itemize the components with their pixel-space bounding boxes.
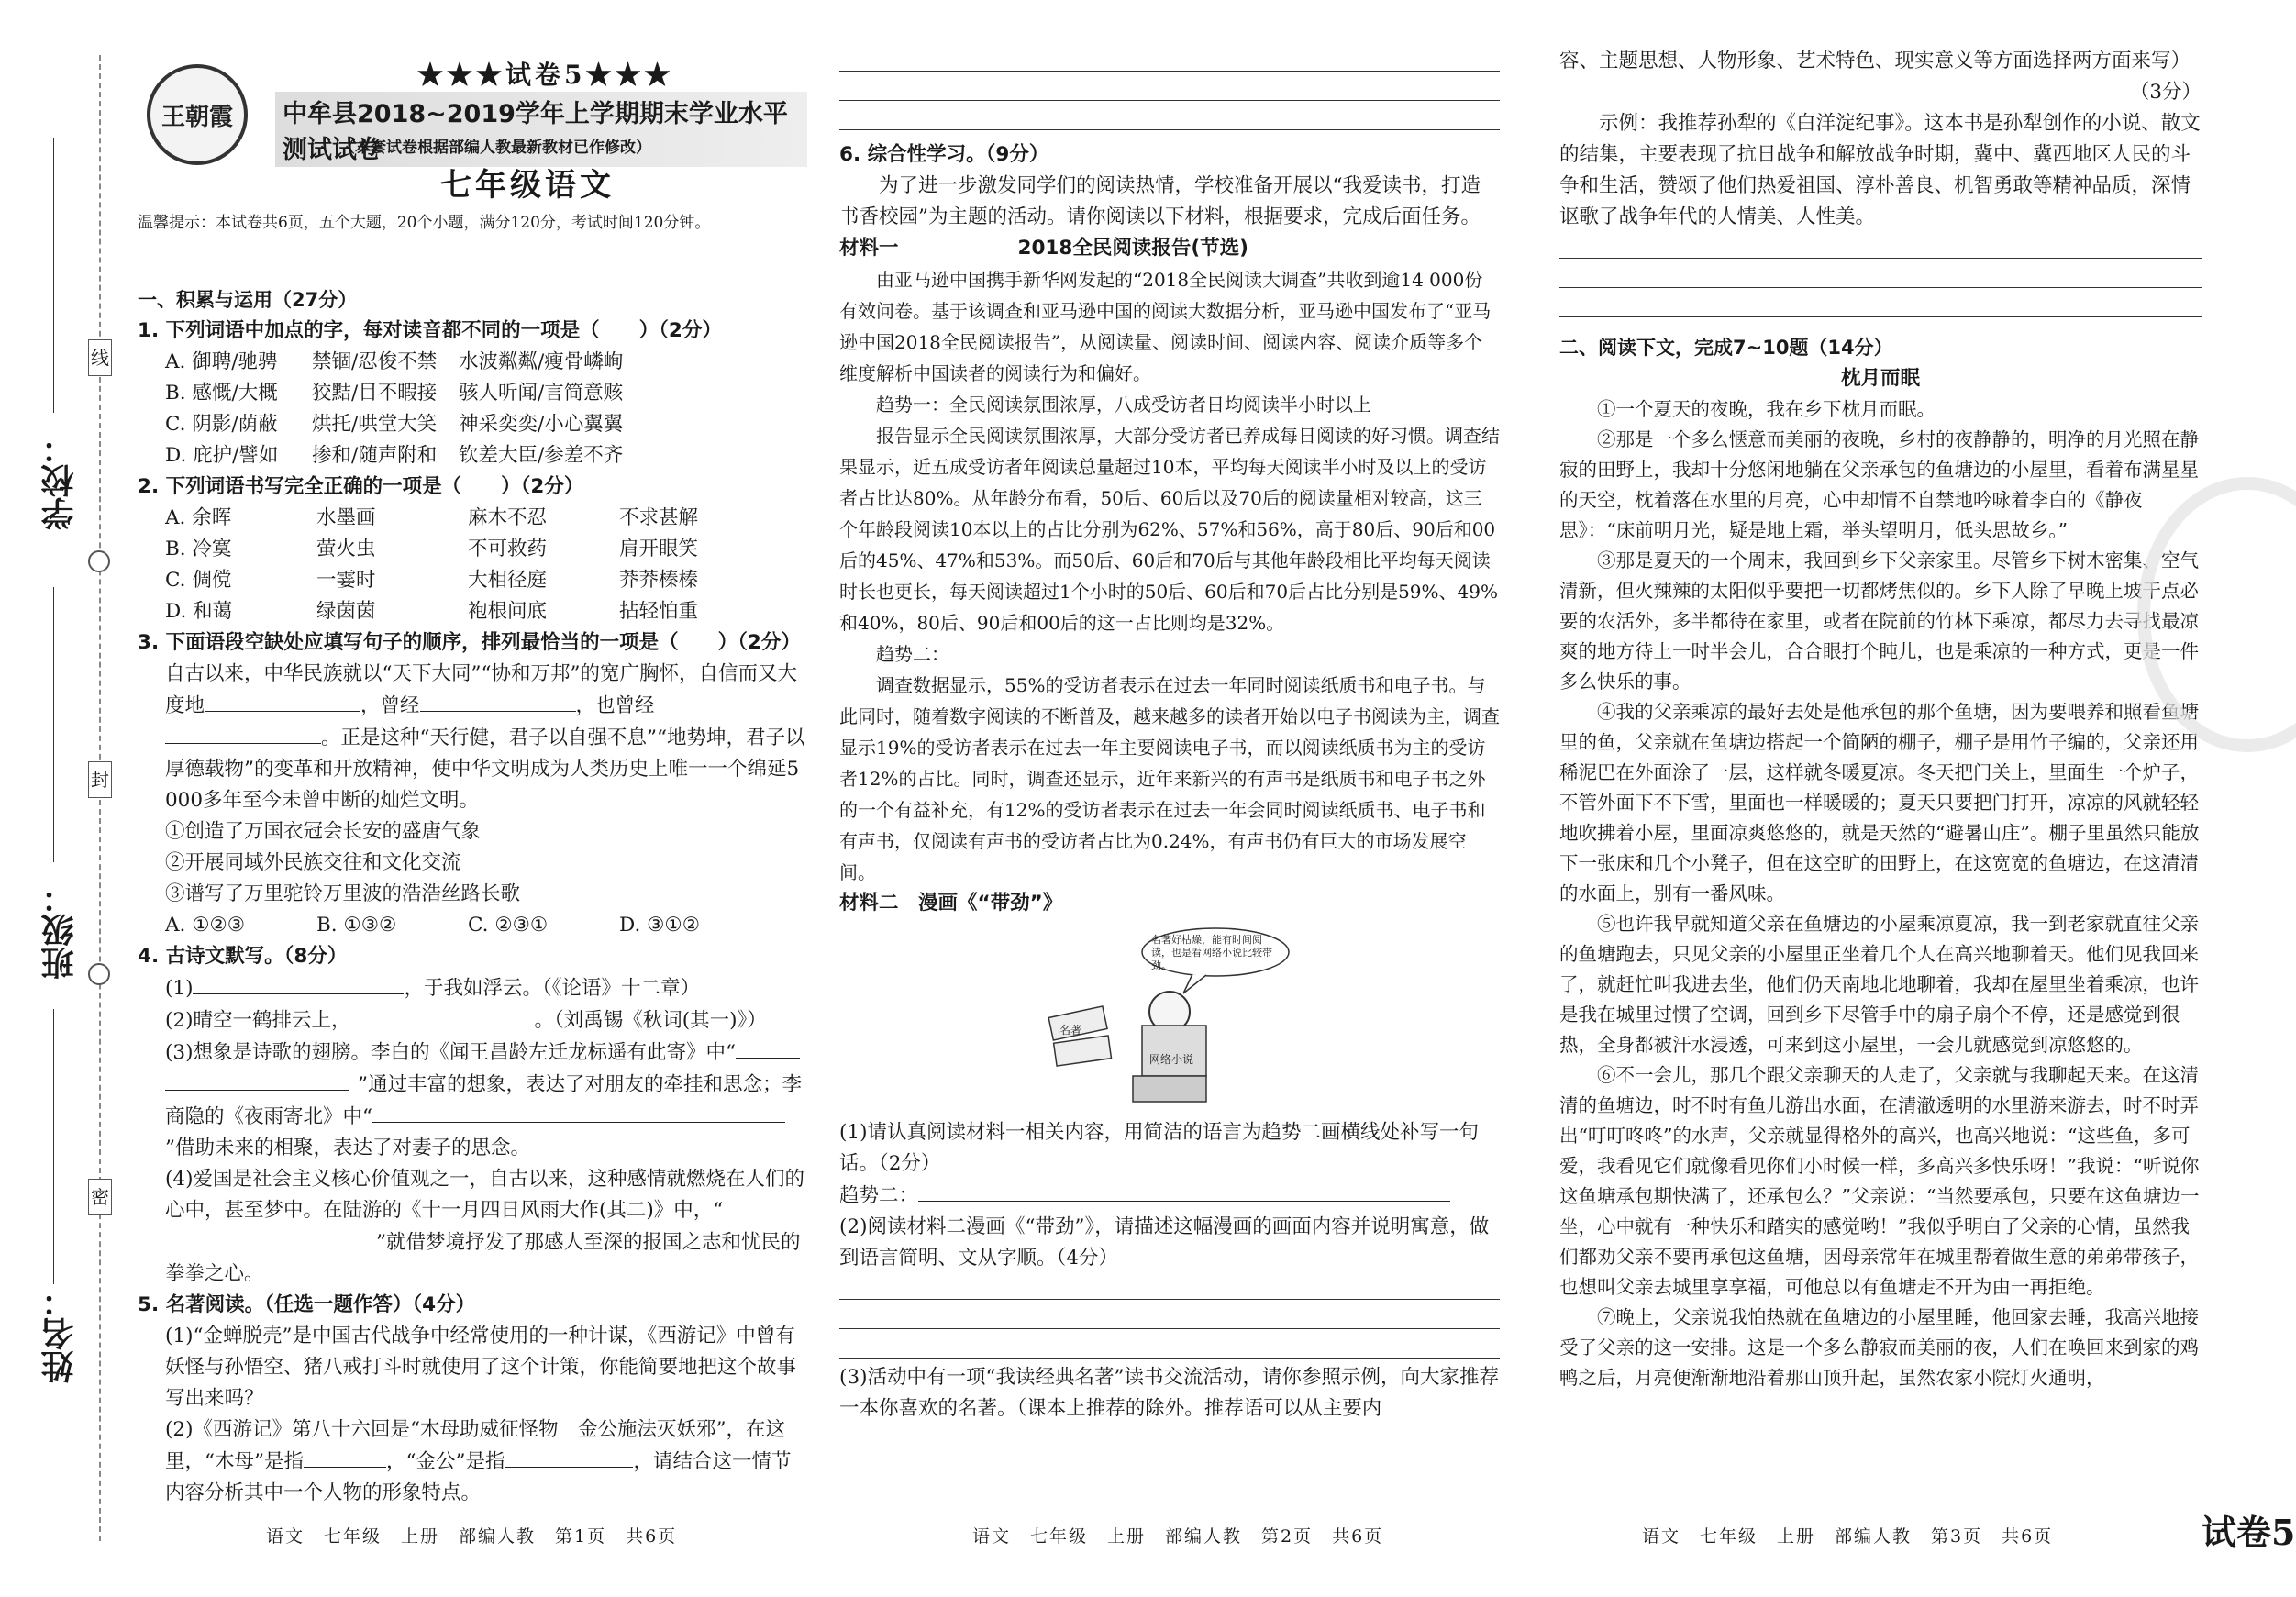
q3-passage-text: ，曾经 [360, 694, 420, 717]
q3-option-a[interactable]: A. ①②③ [165, 914, 246, 937]
page-2-footer: 语文 七年级 上册 部编人教 第2页 共6页 [972, 1526, 1384, 1547]
q4-blank[interactable] [350, 1004, 534, 1026]
essay-paragraph: ③那是夏天的一个周末，我回到乡下父亲家里。尽管乡下树木密集、空气清新，但火辣辣的太阳似乎要把一切都烤焦似的。乡下人除了早晚上坡干点必要的农活外，多半都待在家里，或者在院前的竹林下乘凉，都尽力去寻找最凉爽的地方待上一时半会儿，合合眼打个盹儿，也是乘凉的一种方式，更是一件多么快乐的事。 [1559, 549, 2199, 693]
q1-option[interactable]: B. 感慨/大概 [165, 382, 278, 405]
task-3: (3)活动中有一项“我读经典名著”读书交流活动，请你参照示例，向大家推荐一本你喜欢的名著。（课本上推荐的除外。推荐语可以从主要内 [839, 1366, 1499, 1420]
q4-text: (3)想象是诗歌的翅膀。李白的《闻王昌龄左迁龙标遥有此寄》中“ [165, 1041, 736, 1064]
q4-text: 。（刘禹锡《秋词(其一)》） [534, 1009, 767, 1032]
q1-option-b: 掺和/随声附和 [312, 444, 438, 467]
q4-text: (1) [165, 977, 194, 1000]
paper-title: 中牟县2018~2019学年上学期期末学业水平测试试卷 [275, 92, 807, 167]
q1-option[interactable]: C. 阴影/荫蔽 [165, 413, 278, 436]
page-2-content [839, 46, 1500, 1425]
section-2-heading: 二、阅读下文，完成7~10题（14分） [1559, 337, 1893, 359]
question-4: 4. 古诗文默写。（8分） [138, 945, 348, 968]
q3-item: ③谱写了万里驼铃万里波的浩浩丝路长歌 [165, 882, 521, 905]
q2-option[interactable]: B. 冷寞 [165, 538, 232, 560]
q1-option-c: 水波粼粼/瘦骨嶙峋 [459, 350, 624, 373]
essay-paragraph: ④我的父亲乘凉的最好去处是他承包的那个鱼塘，因为要喂养和照看鱼塘里的鱼，父亲就在鱼塘边搭起一个简陋的棚子，棚子是用竹子编的，父亲还用稀泥巴在外面涂了一层，这样就冬暖夏凉。冬天把门关上，里面生一个炉子，不管外面下不下雪，里面也一样暖暖的；夏天只要把门打开，凉凉的风就轻轻地吹拂着小屋，里面凉爽悠悠的，就是天然的“避暑山庄”。棚子里虽然只能放下一张床和几个小凳子，但在这空旷的田野上，在这宽宽的鱼塘边，在这清清的水面上，别有一番风味。 [1559, 701, 2200, 904]
task-1: (1)请认真阅读材料一相关内容，用简洁的语言为趋势二画横线处补写一句话。（2分） [839, 1121, 1479, 1175]
question-1-options [138, 347, 807, 471]
question-3: 3. 下面语段空缺处应填写句子的顺序，排列最恰当的一项是（ ）（2分） [138, 631, 801, 654]
q1-option-b: 禁锢/忍俊不禁 [312, 350, 438, 373]
page-1-questions [138, 277, 807, 1509]
q2-word: 袍根问底 [468, 600, 548, 623]
binding-hole-icon [88, 550, 110, 572]
q4-item-1 [138, 972, 807, 1004]
trend-2-heading [839, 638, 1500, 670]
answer-line[interactable] [1559, 262, 2202, 288]
task-1-answer [839, 1180, 1500, 1212]
q4-text: (2)晴空一鹤排云上， [165, 1009, 351, 1032]
q3-item: ②开展同域外民族交往和文化交流 [165, 851, 461, 874]
cartoon-speech-bubble: 名著好枯燥，能有时间阅读，也是看网络小说比较带劲。 [1151, 934, 1272, 971]
binding-dashed-line [99, 55, 101, 1541]
answer-line[interactable] [1559, 233, 2202, 259]
paper-subject: 七年级语文 [440, 167, 615, 204]
q5-item-1: (1)“金蝉脱壳”是中国古代战争中经常使用的一种计谋，《西游记》中曾有妖怪与孙悟空、猪八戒打斗时就使用了这个计策，你能简要地把这个故事写出来吗？ [165, 1325, 797, 1410]
cartoon-illustration [1032, 925, 1307, 1108]
q2-word: 麻木不忍 [468, 506, 548, 529]
q3-option-d[interactable]: D. ③①② [619, 914, 700, 937]
material-1-para-3: 调查数据显示，55%的受访者表示在过去一年同时阅读纸质书和电子书。与此同时，随着数字阅读的不断普及，越来越多的读者开始以电子书阅读为主，调查显示19%的受访者表示在过去一年主要阅读电子书，而以阅读纸质书为主的受访者12%的占比。同时，调查还显示，近年来新兴的有声书是纸质书和电子书之外的一个有益补充，有12%的受访者表示在过去一年会同时阅读纸质书、电子书和有声书，仅阅读有声书的受访者占比为0.24%，有声书仍有巨大的市场发展空间。 [839, 674, 1500, 883]
name-field-line[interactable] [53, 1009, 54, 1284]
q3-passage-text: ，也曾经 [575, 694, 655, 717]
page-3-footer: 语文 七年级 上册 部编人教 第3页 共6页 [1642, 1526, 2054, 1547]
q3-option-c[interactable]: C. ②③① [468, 914, 549, 937]
q1-option-c: 骇人听闻/言简意赅 [459, 382, 624, 405]
class-field-label: 班级： [41, 881, 79, 980]
school-field-label: 学校： [41, 431, 79, 530]
essay-paragraph: ②那是一个多么惬意而美丽的夜晚，乡村的夜静静的，明净的月光照在静寂的田野上，我却十分悠闲地躺在父亲承包的鱼塘边的小屋里，看着布满星星的天空，枕着落在水里的月亮，心中却情不自禁地吟咏着李白的《静夜思》：“床前明月光，疑是地上霜，举头望明月，低头思故乡。” [1559, 428, 2199, 541]
school-field-line[interactable] [53, 138, 54, 413]
answer-line[interactable] [839, 75, 1500, 101]
q4-blank[interactable] [372, 1101, 482, 1123]
section-1-heading: 一、积累与运用（27分） [138, 289, 358, 311]
essay-paragraph: ⑥不一会儿，那几个跟父亲聊天的人走了，父亲就与我聊起天来。在这清清的鱼塘边，时不时有鱼儿游出水面，在清澈透明的水里游来游去，时不时弄出“叮叮咚咚”的水声，父亲就显得格外的高兴，也高兴地说：“这些鱼，多可爱，我看见它们就像看见你们小时候一样，多高兴多快乐呀！”我说：“听说你这鱼塘承包期快满了，还承包么？”父亲说：“当然要承包，只要在这鱼塘边一坐，心中就有一种快乐和踏实的感觉哟！”我似乎明白了父亲的心情，虽然我们都劝父亲不要再承包这鱼塘，因母亲常年在城里帮着做生意的弟弟带孩子，也想叫父亲去城里享享福，可他总以有鱼塘走不开为由一再拒绝。 [1559, 1064, 2200, 1298]
q5-blank[interactable] [505, 1446, 633, 1468]
material-1-label: 材料一 [839, 237, 899, 260]
q4-text: ”就借梦境抒发了那感人至深的报国之志和忧民的拳拳之心。 [165, 1231, 801, 1285]
q3-blank-3[interactable] [165, 722, 321, 744]
answer-line[interactable] [839, 46, 1500, 72]
name-field-label: 姓名： [41, 1284, 79, 1383]
essay-title: 枕月而眠 [1840, 367, 1920, 390]
q4-blank[interactable] [165, 1069, 349, 1091]
q5-item-2 [138, 1414, 807, 1509]
page-1-footer: 语文 七年级 上册 部编人教 第1页 共6页 [266, 1526, 678, 1547]
essay-body [1559, 394, 2202, 1393]
q1-option-b: 狡黠/目不暇接 [312, 382, 438, 405]
q2-word: 不可救药 [468, 538, 548, 560]
q2-word: 大相径庭 [468, 569, 548, 592]
q3-option-b[interactable]: B. ①③② [316, 914, 397, 937]
essay-paragraph: ⑦晚上，父亲说我怕热就在鱼塘边的小屋里睡，他回家去睡，我高兴地接受了父亲的这一安排。这是一个多么静寂而美丽的夜，人们在唤回来到家的鸡鸭之后，月亮便渐渐地沿着那山顶升起，虽然农家小院灯火通明， [1559, 1306, 2199, 1389]
class-field-line[interactable] [53, 587, 54, 862]
q5-blank[interactable] [304, 1446, 386, 1468]
q2-word: 莽莽榛榛 [619, 569, 699, 592]
q5-text: ，“金公”是指 [385, 1450, 505, 1473]
task-3-continued: 容、主题思想、人物形象、艺术特色、现实意义等方面选择两方面来写） [1559, 50, 2191, 72]
question-3-passage [138, 659, 807, 816]
question-3-options [138, 910, 807, 941]
task-3-score: （3分） [2129, 81, 2202, 104]
publisher-logo: 王朝霞 [147, 64, 248, 165]
q1-option-c: 钦差大臣/参差不齐 [459, 444, 624, 467]
trend-2-blank[interactable] [949, 638, 1252, 660]
material-1-header [839, 233, 1500, 264]
q2-word: 肩开眼笑 [619, 538, 699, 560]
q4-blank[interactable] [193, 972, 404, 994]
exam-tip: 温馨提示：本试卷共6页，五个大题，20个小题，满分120分，考试时间120分钟。 [138, 214, 711, 232]
q3-blank-1[interactable] [205, 690, 360, 712]
essay-paragraph: ①一个夏天的夜晚，我在乡下枕月而眠。 [1597, 398, 1936, 420]
material-1-para-1: 由亚马逊中国携手新华网发起的“2018全民阅读大调查”共收到逾14 000份有效问卷。基于该调查和亚马逊中国的阅读大数据分析，亚马逊中国发布了“亚马逊中国2018全民阅读报告”，从阅读量、阅读时间、阅读内容、阅读介质等多个维度解析中国读者的阅读行为和偏好。 [839, 269, 1492, 384]
q4-blank[interactable] [165, 1226, 376, 1248]
answer-line[interactable] [839, 1333, 1500, 1359]
answer-line[interactable] [1559, 292, 2202, 317]
q1-option-c: 神采奕奕/小心翼翼 [459, 413, 624, 436]
corner-paper-label: 试卷5 [2202, 1512, 2296, 1553]
answer-line[interactable] [839, 1303, 1500, 1329]
question-6: 6. 综合性学习。（9分） [839, 143, 1049, 166]
binding-word-feng: 封 [88, 761, 112, 798]
q4-blank[interactable] [482, 1101, 785, 1123]
q2-word: 拈轻怕重 [619, 600, 699, 623]
q2-option[interactable]: A. 余晖 [165, 506, 232, 529]
task-2: (2)阅读材料二漫画《“带劲”》，请描述这幅漫画的画面内容并说明寓意，做到语言简明、文从字顺。（4分） [839, 1215, 1490, 1270]
q4-item-3 [138, 1037, 807, 1164]
q4-item-2 [138, 1004, 807, 1037]
paper-number: ★★★试卷5★★★ [417, 60, 674, 90]
q2-word: 水墨画 [316, 506, 376, 529]
binding-hole-icon [88, 963, 110, 985]
q1-option-b: 烘托/哄堂大笑 [312, 413, 438, 436]
q4-text: ，于我如浮云。（《论语》十二章） [404, 977, 700, 1000]
trend-2-label: 趋势二： [876, 643, 949, 665]
paper-note: （本套试卷根据部编人教最新教材已作修改） [339, 139, 651, 157]
q4-item-4 [138, 1164, 807, 1290]
q4-text: (4)爱国是社会主义核心价值观之一，自古以来，这种感情就燃烧在人们的心中，甚至梦中。在陆游的《十一月四日风雨大作(其二)》中，“ [165, 1168, 804, 1222]
question-2: 2. 下列词语书写完全正确的一项是（ ）（2分） [138, 475, 584, 498]
q2-word: 萤火虫 [316, 538, 376, 560]
q6-intro: 为了进一步激发同学们的阅读热情，学校准备开展以“我爱读书，打造书香校园”为主题的活动。请你阅读以下材料，根据要求，完成后面任务。 [839, 174, 1481, 228]
q4-text: ”借助未来的相聚，表达了对妻子的思念。 [165, 1137, 530, 1159]
answer-line[interactable] [839, 1274, 1500, 1300]
q4-blank[interactable] [736, 1037, 800, 1059]
q3-passage-text: 自古以来，中华民族就以“天下大同”“协和万邦”的宽广胸怀，自信而又大度地 [165, 662, 797, 717]
material-2-label: 材料二 漫画《“带劲”》 [839, 892, 1063, 915]
q5-text: (2)《西游记》第八十六回是“木母助威征怪物 金公施法灭妖邪”，在这里，“木母”是指 [165, 1418, 785, 1473]
binding-word-mi: 密 [88, 1179, 112, 1215]
question-1: 1. 下列词语中加点的字，每对读音都不同的一项是（ ）（2分） [138, 319, 722, 342]
q1-option[interactable]: A. 御聘/驰骋 [165, 350, 278, 373]
q2-word: 不求甚解 [619, 506, 699, 529]
paper-header [138, 55, 807, 238]
q5-text: ，请结合这一情节内容分析其中一个人物的形象特点。 [165, 1450, 792, 1504]
material-1-para-2: 报告显示全民阅读氛围浓厚，大部分受访者已养成每日阅读的好习惯。调查结果显示，近五成受访者年阅读总量超过10本，平均每天阅读半小时及以上的受访者占比达80%。从年龄分布看，50后、60后以及70后的阅读量相对较高，这三个年龄段阅读10本以上的占比分别为62%、57%和56%，高于80后、90后和00后的45%、47%和53%。而50后、60后和70后与其他年龄段相比平均每天阅读时长也更长，每天阅读超过1个小时的50后、60后和70后占比分别是59%、49%和40%，80后、90后和00后的这一占比则均是32%。 [839, 425, 1500, 634]
q3-item: ①创造了万国衣冠会长安的盛唐气象 [165, 820, 482, 843]
trend-1-heading: 趋势一：全民阅读氛围浓厚，八成受访者日均阅读半小时以上 [876, 394, 1371, 416]
cartoon-book-label: 网络小说 [1149, 1053, 1194, 1066]
answer-line[interactable] [839, 105, 1500, 130]
cartoon-book-label: 名著 [1059, 1024, 1082, 1037]
q2-option[interactable]: C. 倜傥 [165, 569, 232, 592]
q2-option[interactable]: D. 和蔼 [165, 600, 233, 623]
binding-margin [0, 0, 128, 1597]
page-3-content [1559, 46, 2202, 1393]
q1-option[interactable]: D. 庇护/譬如 [165, 444, 279, 467]
q2-word: 绿茵茵 [316, 600, 376, 623]
material-1-title: 2018全民阅读报告(节选) [1017, 237, 1249, 260]
binding-word-xian: 线 [88, 339, 112, 376]
task-3-example: 示例：我推荐孙犁的《白洋淀纪事》。这本书是孙犁创作的小说、散文的结集，主要表现了抗日战争和解放战争时期，冀中、冀西地区人民的斗争和生活，赞颂了他们热爱祖国、淳朴善良、机智勇敢等精神品质，深情讴歌了战争年代的人情美、人性美。 [1559, 112, 2201, 228]
essay-paragraph: ⑤也许我早就知道父亲在鱼塘边的小屋乘凉夏凉，我一到老家就直往父亲的鱼塘跑去，只见父亲的小屋里正坐着几个人在高兴地聊着天。他们见我回来了，就赶忙叫我进去坐，他们仍天南地北地聊着，我却在屋里坐着乘凉，也许是我在城里过惯了空调，回到乡下尽管手中的扇子扇个不停，还是感觉到很热，全身都被汗水浸透，可来到这小屋里，一会儿就感觉到凉悠悠的。 [1559, 913, 2199, 1056]
q2-word: 一霎时 [316, 569, 376, 592]
task-1-label: 趋势二： [839, 1184, 919, 1207]
question-5: 5. 名著阅读。（任选一题作答）（4分） [138, 1293, 476, 1316]
task-1-blank[interactable] [918, 1180, 1450, 1202]
q3-blank-2[interactable] [420, 690, 576, 712]
question-2-options [138, 503, 807, 627]
q3-passage-text: 。正是这种“天行健，君子以自强不息”“地势坤，君子以厚德载物”的变革和开放精神，使中华文明成为人类历史上唯一一个绵延5 000多年至今未曾中断的灿烂文明。 [165, 726, 805, 812]
q4-text: ”通过丰富的想象，表达了对朋友的牵挂和思念；李商隐的《夜雨寄北》中“ [165, 1073, 802, 1128]
